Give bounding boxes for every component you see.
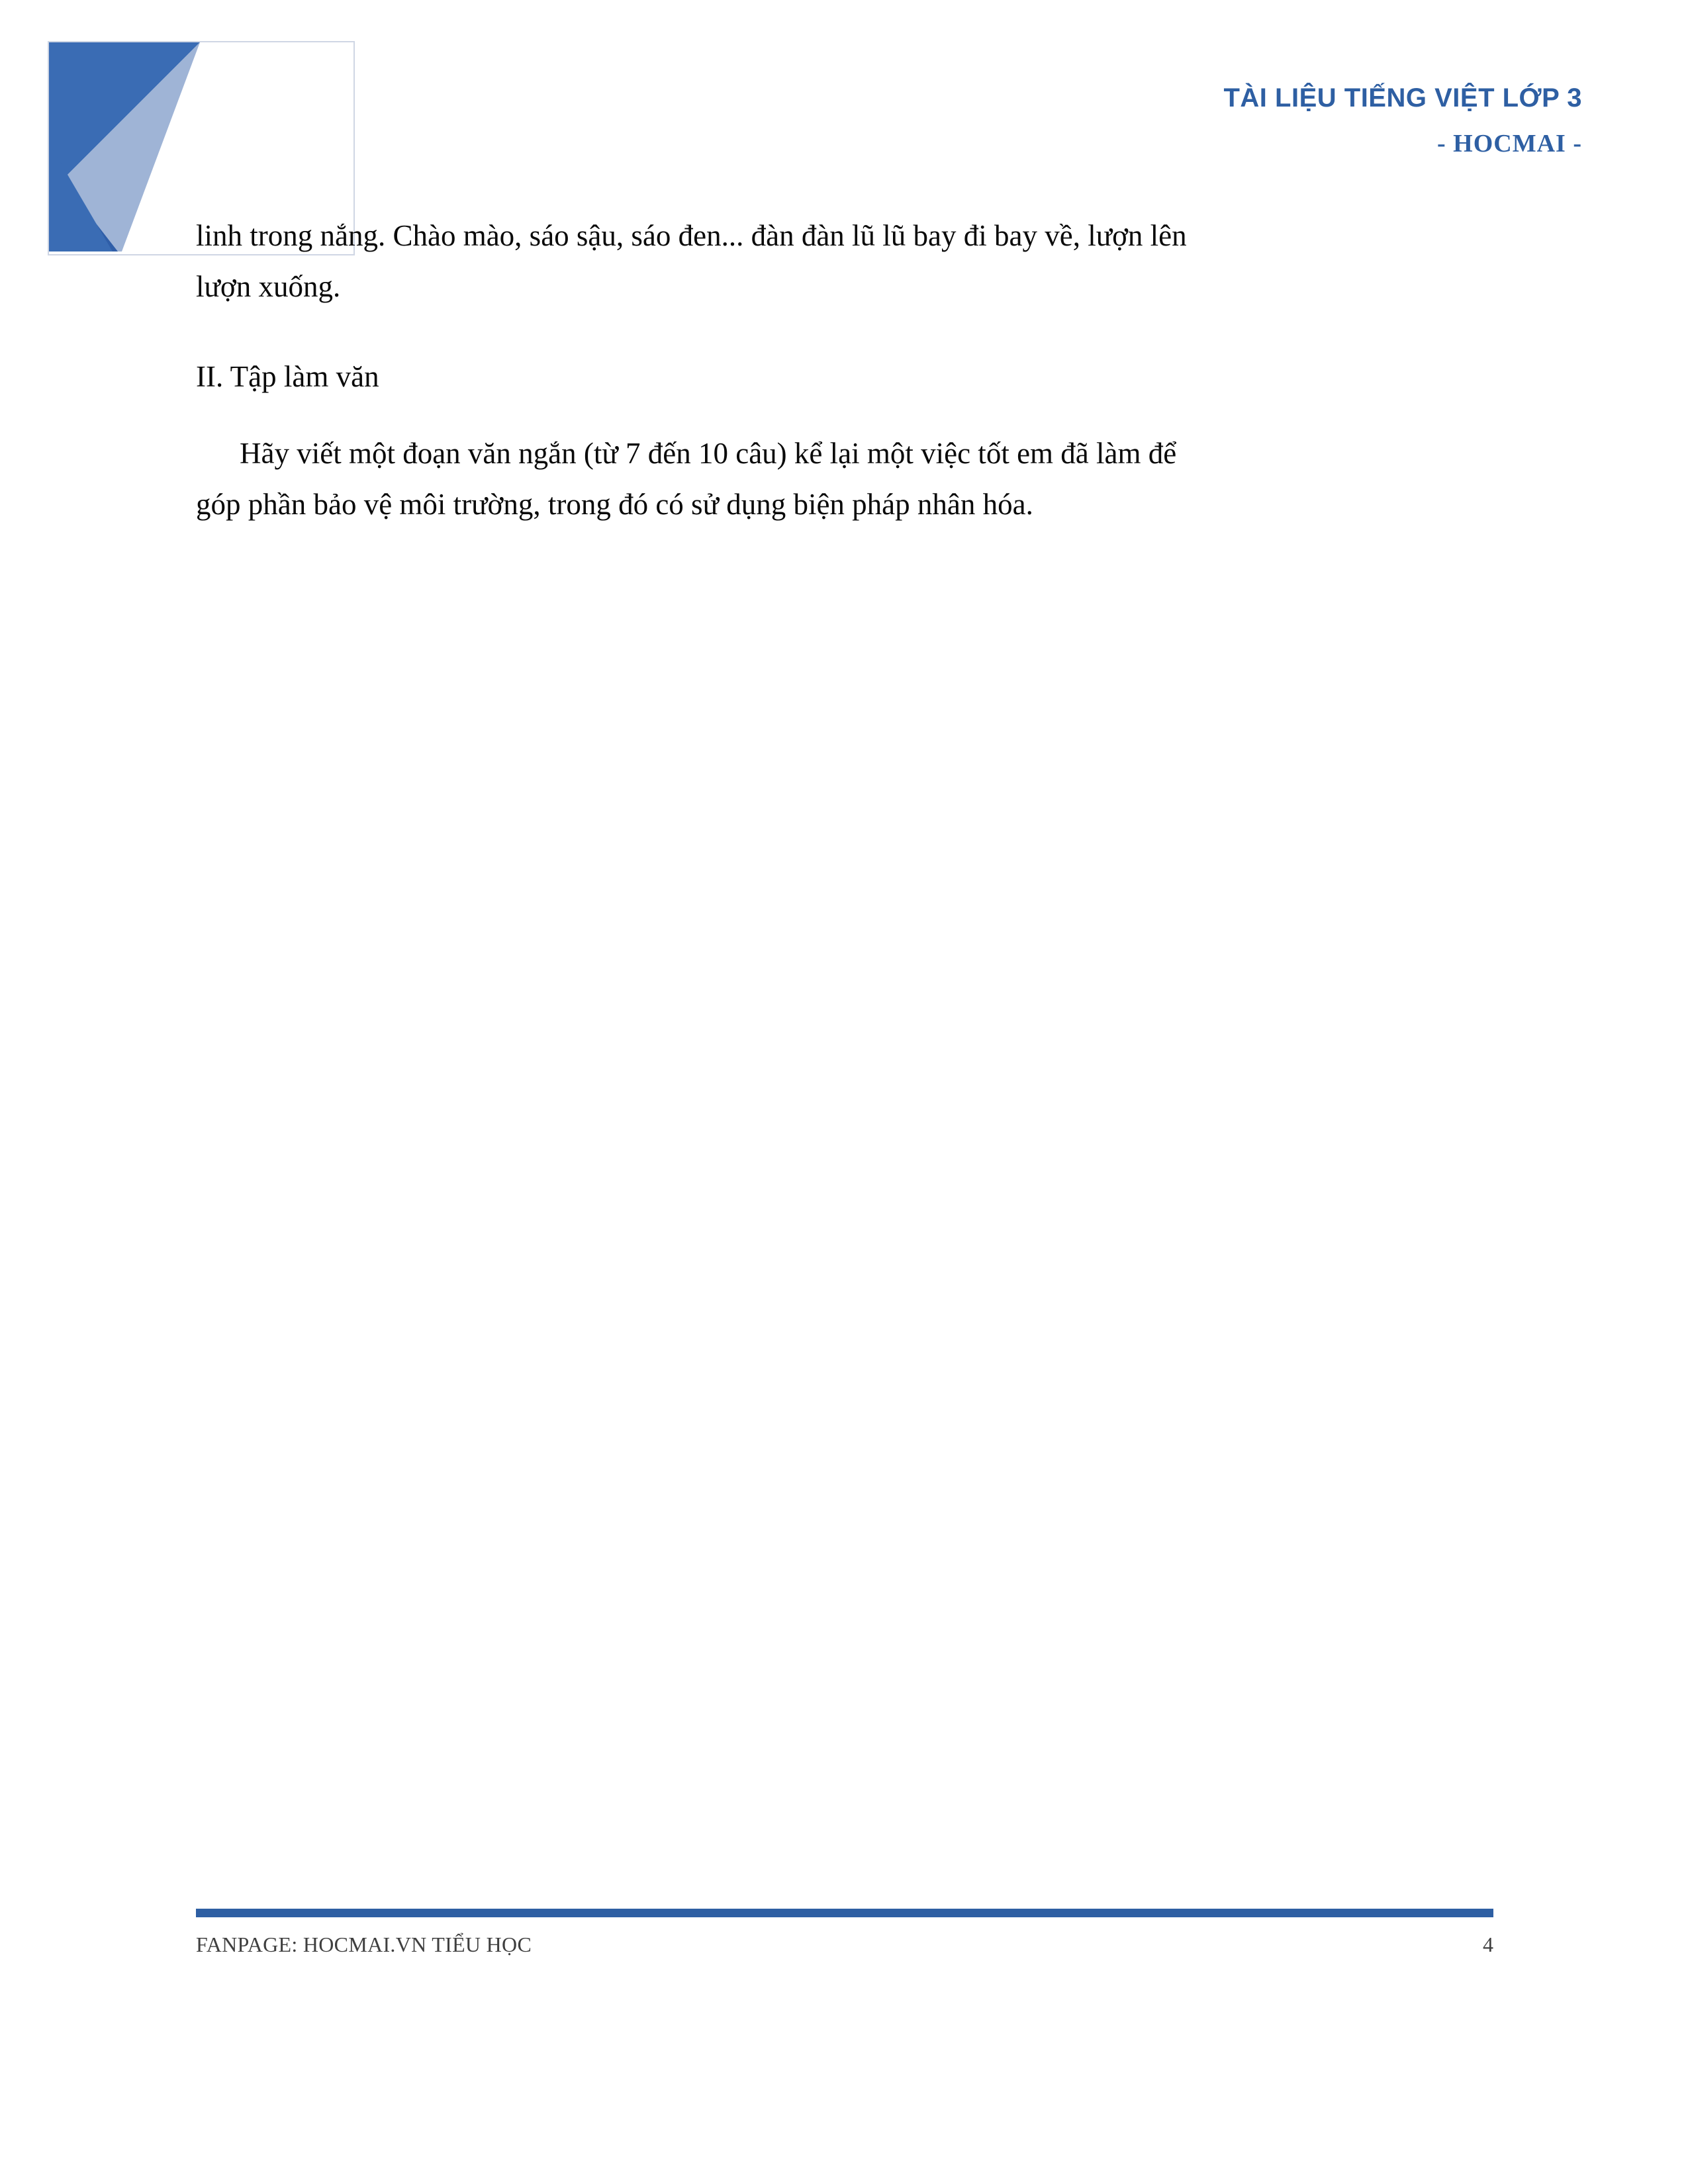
paragraph-continued-line-1: linh trong nắng. Chào mào, sáo sậu, sáo đen... đàn đàn lũ lũ bay đi bay về, lượn lên — [196, 219, 1187, 252]
document-title: TÀI LIỆU TIẾNG VIỆT LỚP 3 — [1223, 83, 1582, 113]
footer-divider — [196, 1909, 1493, 1917]
spacer — [196, 313, 1493, 353]
document-subtitle: - HOCMAI - — [1437, 129, 1582, 158]
paragraph-continued-line-2: lượn xuống. — [196, 270, 341, 304]
task-text-line-1: Hãy viết một đoạn văn ngắn (từ 7 đến 10 câu) kể lại một việc tốt em đã làm để — [240, 436, 1177, 470]
spacer — [196, 400, 1493, 428]
footer-page-number: 4 — [1483, 1933, 1493, 1956]
footer-fanpage-text: FANPAGE: HOCMAI.VN TIỂU HỌC — [196, 1933, 532, 1956]
page-footer — [196, 1933, 1493, 1957]
page-content — [196, 210, 1493, 531]
task-text-line-2: góp phần bảo vệ môi trường, trong đó có sử dụng biện pháp nhân hóa. — [196, 488, 1033, 522]
header-title-block — [1223, 79, 1582, 162]
section-heading-tap-lam-van: II. Tập làm văn — [196, 359, 379, 393]
